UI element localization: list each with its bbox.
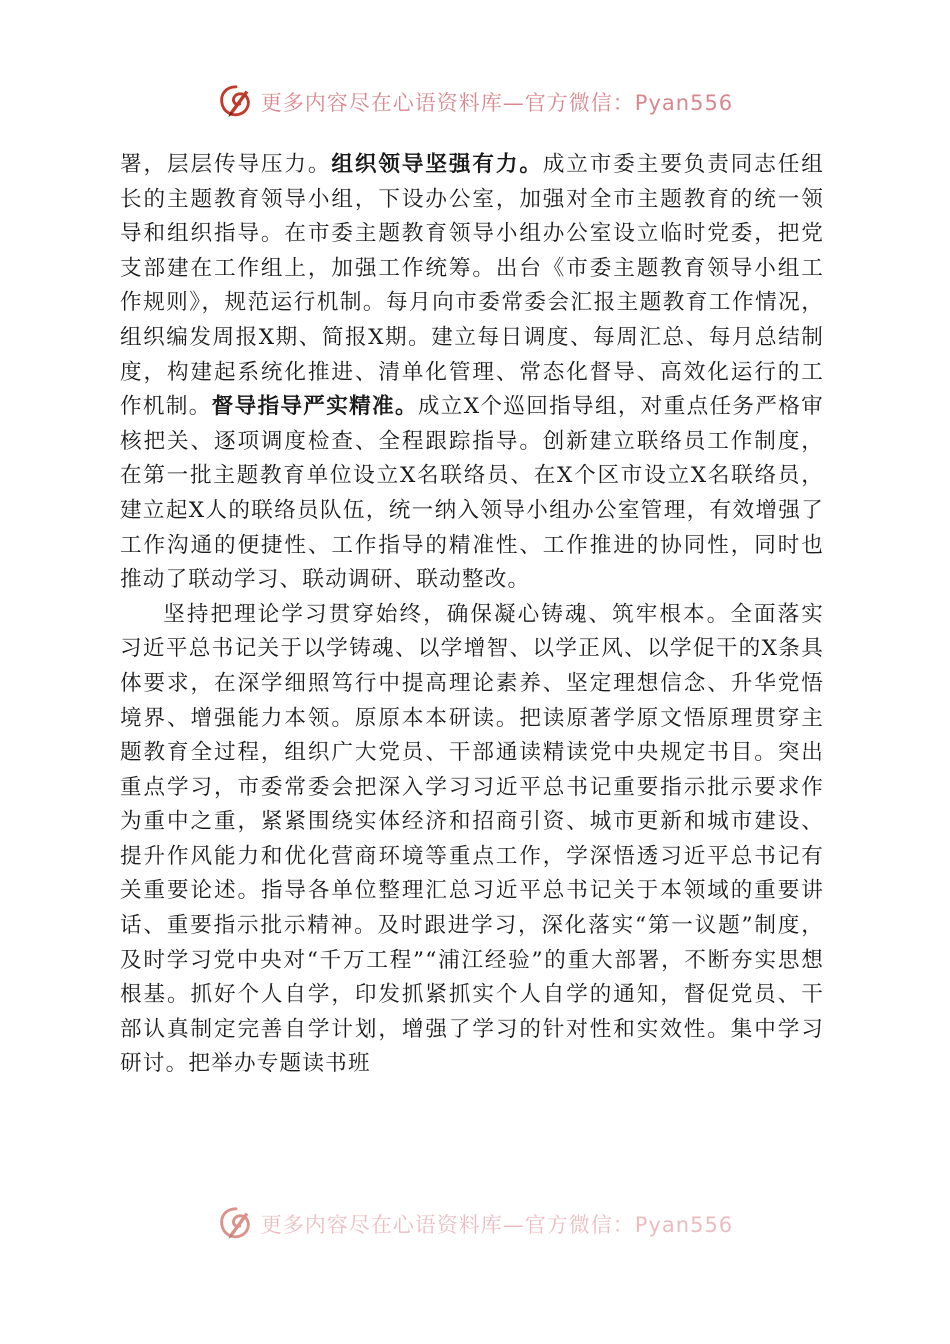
text-segment: 署，层层传导压力。 [120, 152, 332, 177]
pen-swirl-logo-icon [217, 1205, 255, 1243]
paragraph-2 [120, 598, 824, 1082]
pen-swirl-logo-icon [217, 83, 255, 121]
text-segment: 成立市委主要负责同志任组长的主题教育领导小组，下设办公室，加强对全市主题教育的统一领导和组织指导。在市委主题教育领导小组办公室设立临时党委，把党支部建在工作组上，加强工作统筹。出台《市委主题教育领导小组工作规则》，规范运行机制。每月向市委常委会汇报主题教育工作情况，组织编发周报X期、简报X期。建立每日调度、每周汇总、每月总结制度，构建起系统化推进、清单化管理、常态化督导、高效化运行的工作机制。 [120, 152, 824, 420]
footer-banner [0, 1202, 950, 1246]
document-body [120, 148, 824, 1082]
header-banner [0, 80, 950, 124]
text-segment: 成立X个巡回指导组，对重点任务严格审核把关、逐项调度检查、全程跟踪指导。创新建立联络员工作制度，在第一批主题教育单位设立X名联络员、在X个区市设立X名联络员，建立起X人的联络员队伍，统一纳入领导小组办公室管理，有效增强了工作沟通的便捷性、工作指导的精准性、工作推进的协同性，同时也推动了联动学习、联动调研、联动整改。 [120, 394, 824, 593]
bold-heading-organization: 组织领导坚强有力。 [331, 152, 543, 177]
header-banner-text: 更多内容尽在心语资料库—官方微信：Pyan556 [260, 91, 734, 115]
text-segment: 坚持把理论学习贯穿始终，确保凝心铸魂、筑牢根本。全面落实习近平总书记关于以学铸魂、以学增智、以学正风、以学促干的X条具体要求，在深学细照笃行中提高理论素养、坚定理想信念、升华党悟境界、增强能力本领。原原本本研读。把读原著学原文悟原理贯穿主题教育全过程，组织广大党员、干部通读精读党中央规定书目。突出重点学习，市委常委会把深入学习习近平总书记重要指示批示要求作为重中之重，紧紧围绕实体经济和招商引资、城市更新和城市建设、提升作风能力和优化营商环境等重点工作，学深悟透习近平总书记有关重要论述。指导各单位整理汇总习近平总书记关于本领域的重要讲话、重要指示批示精神。及时跟进学习，深化落实“第一议题”制度，及时学习党中央对“千万工程”“浦江经验”的重大部署，不断夯实思想根基。抓好个人自学，印发抓紧抓实个人自学的通知，督促党员、干部认真制定完善自学计划，增强了学习的针对性和实效性。集中学习研讨。把举办专题读书班 [120, 601, 824, 1077]
paragraph-1 [120, 148, 824, 598]
footer-banner-text: 更多内容尽在心语资料库—官方微信：Pyan556 [260, 1213, 734, 1237]
bold-heading-supervision: 督导指导严实精准。 [211, 394, 418, 420]
